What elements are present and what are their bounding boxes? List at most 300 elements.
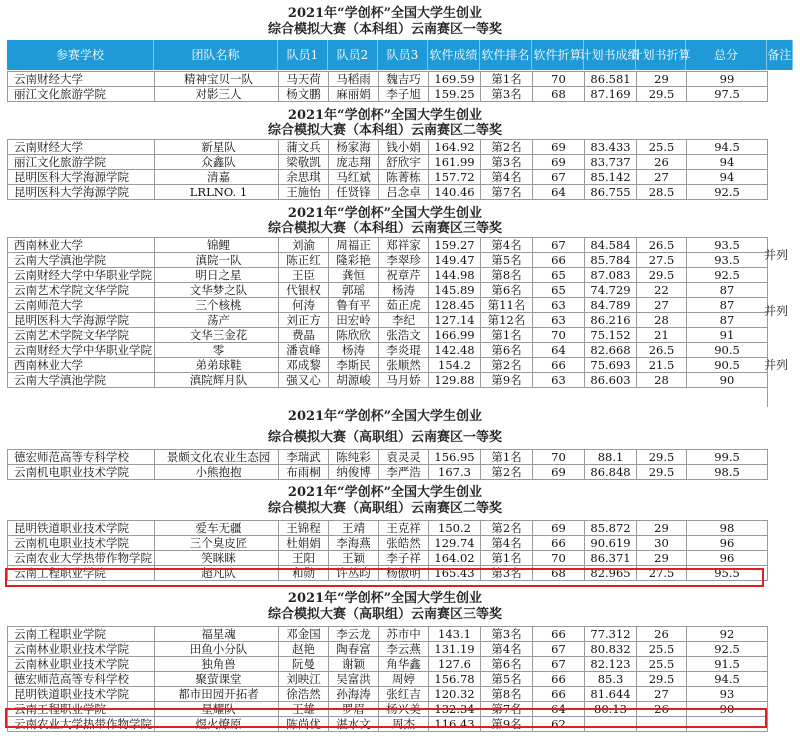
cell-software-score: 156.95	[429, 450, 481, 465]
cell-member3: 李严浩	[379, 465, 429, 480]
group-title-1-line2: 综合模拟大赛（本科组）云南赛区一等奖	[267, 22, 502, 37]
cell-plan-converted: 26	[637, 702, 687, 717]
cell-member2: 麻丽娟	[329, 87, 379, 102]
cell-member3: 杨傲明	[379, 566, 429, 581]
cell-software-rank: 第1名	[481, 450, 533, 465]
cell-member2: 李海燕	[329, 536, 379, 551]
cell-member3: 陈菁栋	[379, 170, 429, 185]
cell-software-converted: 68	[533, 566, 585, 581]
cell-plan-score: 88.1	[585, 450, 637, 465]
cell-software-rank: 第6名	[481, 343, 533, 358]
cell-plan-converted: 27.5	[637, 566, 687, 581]
table-row	[8, 642, 768, 657]
cell-software-converted: 69	[533, 521, 585, 536]
cell-software-converted: 65	[533, 268, 585, 283]
cell-plan-score: 74.729	[585, 283, 637, 298]
cell-software-rank: 第2名	[481, 140, 533, 155]
cell-plan-converted: 27	[637, 170, 687, 185]
cell-member3: 郑祥家	[379, 238, 429, 253]
cell-software-score: 157.72	[429, 170, 481, 185]
cell-plan-converted: 25.5	[637, 140, 687, 155]
cell-school: 昆明医科大学海源学院	[8, 185, 155, 200]
cell-software-rank: 第8名	[481, 687, 533, 702]
cell-school: 西南林业大学	[8, 358, 155, 373]
cell-software-converted: 69	[533, 140, 585, 155]
cell-plan-score: 86.848	[585, 465, 637, 480]
cell-member2: 陶春富	[329, 642, 379, 657]
cell-member1: 刘正方	[279, 313, 329, 328]
cell-software-rank: 第2名	[481, 358, 533, 373]
cell-member1: 邓成黎	[279, 358, 329, 373]
cell-software-converted: 66	[533, 358, 585, 373]
cell-software-rank: 第4名	[481, 170, 533, 185]
table-row	[8, 465, 768, 480]
cell-software-converted: 63	[533, 313, 585, 328]
cell-member2: 郭瑶	[329, 283, 379, 298]
group-table-4	[7, 449, 768, 480]
table-row	[8, 657, 768, 672]
cell-plan-score: 75.152	[585, 328, 637, 343]
cell-total: 93.5	[687, 238, 768, 253]
cell-software-converted: 66	[533, 627, 585, 642]
cell-total: 94.5	[687, 140, 768, 155]
cell-member3: 张皓然	[379, 536, 429, 551]
cell-team: LRLNO. 1	[155, 185, 279, 200]
cell-member2: 马稻雨	[329, 72, 379, 87]
cell-software-converted: 67	[533, 238, 585, 253]
cell-software-converted: 70	[533, 72, 585, 87]
cell-total: 99.5	[687, 450, 768, 465]
cell-school: 云南工程职业学院	[8, 566, 155, 581]
cell-software-score: 143.1	[429, 627, 481, 642]
cell-school: 云南机电职业技术学院	[8, 465, 155, 480]
cell-member2: 田宏岭	[329, 313, 379, 328]
cell-software-score: 127.6	[429, 657, 481, 672]
cell-member2: 陈欣欣	[329, 328, 379, 343]
cell-software-rank: 第2名	[481, 521, 533, 536]
cell-team: 清嘉	[155, 170, 279, 185]
cell-team: 荡产	[155, 313, 279, 328]
cell-total: 92.5	[687, 185, 768, 200]
cell-member2: 许丛昀	[329, 566, 379, 581]
cell-school: 云南林业职业技术学院	[8, 657, 155, 672]
cell-member1: 徐浩然	[279, 687, 329, 702]
cell-total: 95.5	[687, 566, 768, 581]
cell-plan-converted: 28.5	[637, 185, 687, 200]
cell-plan-score: 82.965	[585, 566, 637, 581]
cell-total: 91.5	[687, 657, 768, 672]
cell-plan-converted: 21.5	[637, 358, 687, 373]
cell-member3: 马月娇	[379, 373, 429, 388]
cell-plan-score: 82.123	[585, 657, 637, 672]
cell-member3: 苏市中	[379, 627, 429, 642]
cell-member1: 王阳	[279, 551, 329, 566]
cell-software-converted: 66	[533, 253, 585, 268]
col-remarks: 备注	[767, 40, 793, 70]
cell-total: 87	[687, 313, 768, 328]
cell-member3: 舒欣宇	[379, 155, 429, 170]
cell-plan-converted: 26.5	[637, 238, 687, 253]
cell-member1: 赵艳	[279, 642, 329, 657]
cell-member2: 谢颖	[329, 657, 379, 672]
cell-school: 云南艺术学院文华学院	[8, 283, 155, 298]
cell-software-converted: 67	[533, 657, 585, 672]
cell-software-rank: 第1名	[481, 551, 533, 566]
cell-software-converted: 65	[533, 283, 585, 298]
cell-software-score: 159.25	[429, 87, 481, 102]
col-software-score: 软件成绩	[428, 40, 480, 70]
table-row	[8, 298, 768, 313]
cell-member2: 湛水文	[329, 717, 379, 732]
col-member2: 队员2	[328, 40, 378, 70]
group-title-2-line1: 2021年“学创杯”全国大学生创业	[287, 108, 483, 123]
cell-team: 超凡队	[155, 566, 279, 581]
group-title-3-line2: 综合模拟大赛（本科组）云南赛区三等奖	[267, 221, 502, 236]
cell-member3: 周婷	[379, 672, 429, 687]
cell-software-rank: 第2名	[481, 465, 533, 480]
cell-member3: 张顺然	[379, 358, 429, 373]
cell-total: 87	[687, 283, 768, 298]
cell-member3: 李子祥	[379, 551, 429, 566]
col-team: 团队名称	[154, 40, 278, 70]
cell-member1: 李瑞武	[279, 450, 329, 465]
cell-total: 99	[687, 72, 768, 87]
cell-team: 田鱼小分队	[155, 642, 279, 657]
cell-software-score: 166.99	[429, 328, 481, 343]
cell-software-score: 120.32	[429, 687, 481, 702]
cell-team: 滇院一队	[155, 253, 279, 268]
cell-team: 三个臭皮匠	[155, 536, 279, 551]
cell-software-converted: 62	[533, 717, 585, 732]
cell-total: 92.5	[687, 268, 768, 283]
cell-plan-converted: 29.5	[637, 672, 687, 687]
cell-team: 小熊抱抱	[155, 465, 279, 480]
cell-member1: 和勋	[279, 566, 329, 581]
cell-software-rank: 第11名	[481, 298, 533, 313]
group-title-6-line2: 综合模拟大赛（高职组）云南赛区三等奖	[267, 607, 502, 622]
cell-member3: 祝章芹	[379, 268, 429, 283]
cell-software-rank: 第3名	[481, 87, 533, 102]
cell-total: 91	[687, 328, 768, 343]
cell-team: 三个核桃	[155, 298, 279, 313]
cell-plan-converted: 29.5	[637, 465, 687, 480]
cell-member1: 余思琪	[279, 170, 329, 185]
col-total: 总分	[686, 40, 767, 70]
cell-member1: 马天荷	[279, 72, 329, 87]
cell-member3: 李翠珍	[379, 253, 429, 268]
table-row	[8, 283, 768, 298]
cell-member3: 张红吉	[379, 687, 429, 702]
table-row	[8, 536, 768, 551]
table-row	[8, 72, 768, 87]
cell-member2: 李斯民	[329, 358, 379, 373]
cell-plan-score: 86.216	[585, 313, 637, 328]
cell-total: 98	[687, 521, 768, 536]
cell-total: 90	[687, 373, 768, 388]
cell-plan-converted: 30	[637, 536, 687, 551]
table-row	[8, 170, 768, 185]
cell-plan-score: 87.083	[585, 268, 637, 283]
col-software-rank: 软件排名	[480, 40, 532, 70]
cell-plan-converted: 26.5	[637, 343, 687, 358]
table-row	[8, 155, 768, 170]
cell-software-rank: 第12名	[481, 313, 533, 328]
col-school: 参赛学校	[7, 40, 154, 70]
cell-team: 明日之星	[155, 268, 279, 283]
cell-school: 云南财经大学中华职业学院	[8, 343, 155, 358]
cell-total: 97.5	[687, 87, 768, 102]
cell-team: 零	[155, 343, 279, 358]
cell-plan-score: 86.371	[585, 551, 637, 566]
cell-software-score: 154.2	[429, 358, 481, 373]
cell-plan-score: 85.3	[585, 672, 637, 687]
cell-software-rank: 第1名	[481, 72, 533, 87]
table-row	[8, 687, 768, 702]
cell-plan-score: 83.737	[585, 155, 637, 170]
cell-plan-converted: 28	[637, 373, 687, 388]
cell-plan-score: 80.13	[585, 702, 637, 717]
cell-member1: 杜娟娟	[279, 536, 329, 551]
cell-software-rank: 第4名	[481, 642, 533, 657]
cell-software-converted: 66	[533, 687, 585, 702]
highlight-box-2	[5, 708, 767, 728]
cell-software-score: 129.88	[429, 373, 481, 388]
cell-software-score: 150.2	[429, 521, 481, 536]
cell-member2: 吴富洪	[329, 672, 379, 687]
cell-school: 云南大学滇池学院	[8, 253, 155, 268]
table-row	[8, 87, 768, 102]
cell-member2: 任贤锋	[329, 185, 379, 200]
cell-member3: 杨涛	[379, 283, 429, 298]
cell-team: 滇院辉月队	[155, 373, 279, 388]
cell-school: 云南机电职业技术学院	[8, 536, 155, 551]
cell-plan-score: 84.789	[585, 298, 637, 313]
cell-member1: 梁敬凯	[279, 155, 329, 170]
cell-member1: 代银权	[279, 283, 329, 298]
cell-software-rank: 第3名	[481, 566, 533, 581]
cell-software-converted: 68	[533, 87, 585, 102]
cell-software-score: 142.48	[429, 343, 481, 358]
cell-school: 云南财经大学中华职业学院	[8, 268, 155, 283]
cell-school: 云南农业大学热带作物学院	[8, 551, 155, 566]
cell-software-score: 128.45	[429, 298, 481, 313]
cell-total: 92.5	[687, 642, 768, 657]
cell-team: 精神宝贝一队	[155, 72, 279, 87]
table-row	[8, 450, 768, 465]
table-row	[8, 521, 768, 536]
group-title-5-line1: 2021年“学创杯”全国大学生创业	[287, 485, 483, 500]
cell-school: 云南农业大学热带作物学院	[8, 717, 155, 732]
cell-member1: 王臣	[279, 268, 329, 283]
cell-member3: 角华鑫	[379, 657, 429, 672]
cell-plan-converted: 26	[637, 627, 687, 642]
cell-member1: 刘渝	[279, 238, 329, 253]
cell-plan-score: 87.169	[585, 87, 637, 102]
cell-member2: 王靖	[329, 521, 379, 536]
cell-software-rank: 第5名	[481, 672, 533, 687]
cell-team: 爱车无疆	[155, 521, 279, 536]
cell-member2: 庞志翔	[329, 155, 379, 170]
cell-member3: 钱小娟	[379, 140, 429, 155]
cell-member2: 孙海涛	[329, 687, 379, 702]
cell-plan-score: 86.603	[585, 373, 637, 388]
tie-label-3: 并列	[764, 358, 789, 372]
cell-member1: 何涛	[279, 298, 329, 313]
cell-software-converted: 67	[533, 642, 585, 657]
cell-plan-score: 81.644	[585, 687, 637, 702]
cell-plan-converted: 29	[637, 521, 687, 536]
cell-total: 93.5	[687, 253, 768, 268]
cell-software-rank: 第7名	[481, 702, 533, 717]
cell-total: 92	[687, 627, 768, 642]
cell-software-rank: 第5名	[481, 253, 533, 268]
cell-team: 对影三人	[155, 87, 279, 102]
cell-software-score: 167.3	[429, 465, 481, 480]
table-row	[8, 627, 768, 642]
cell-software-rank: 第1名	[481, 328, 533, 343]
cell-software-converted: 70	[533, 328, 585, 343]
cell-team: 文华梦之队	[155, 283, 279, 298]
cell-member3: 杨兴美	[379, 702, 429, 717]
cell-plan-converted: 27	[637, 687, 687, 702]
cell-plan-score: 85.784	[585, 253, 637, 268]
cell-member1: 陈尚优	[279, 717, 329, 732]
cell-team: 新星队	[155, 140, 279, 155]
table-row	[8, 328, 768, 343]
table-row	[8, 313, 768, 328]
cell-plan-score: 77.312	[585, 627, 637, 642]
cell-software-score: 159.27	[429, 238, 481, 253]
cell-member2: 罗眉	[329, 702, 379, 717]
cell-total: 87	[687, 298, 768, 313]
cell-software-rank: 第4名	[481, 238, 533, 253]
cell-software-converted: 64	[533, 185, 585, 200]
cell-total: 94	[687, 170, 768, 185]
cell-plan-converted: 25.5	[637, 657, 687, 672]
cell-team: 福星魂	[155, 627, 279, 642]
cell-school: 云南林业职业技术学院	[8, 642, 155, 657]
cell-member3: 李子旭	[379, 87, 429, 102]
cell-school: 云南艺术学院文华学院	[8, 328, 155, 343]
cell-total: 90.5	[687, 343, 768, 358]
cell-software-converted: 64	[533, 343, 585, 358]
cell-member1: 蒲文兵	[279, 140, 329, 155]
group-title-1-line1: 2021年“学创杯”全国大学生创业	[287, 6, 483, 21]
cell-plan-converted: 26	[637, 155, 687, 170]
cell-member3: 魏吉巧	[379, 72, 429, 87]
cell-plan-converted: 28	[637, 313, 687, 328]
cell-plan-converted: 29.5	[637, 87, 687, 102]
table-row	[8, 140, 768, 155]
cell-team: 煜火燎原	[155, 717, 279, 732]
cell-member1: 王施怡	[279, 185, 329, 200]
cell-software-converted: 63	[533, 373, 585, 388]
cell-total: 96	[687, 551, 768, 566]
group-title-4-line2: 综合模拟大赛（高职组）云南赛区一等奖	[267, 430, 502, 445]
cell-member1: 布雨桐	[279, 465, 329, 480]
cell-software-converted: 69	[533, 465, 585, 480]
cell-software-converted: 63	[533, 298, 585, 313]
cell-team: 文华三金花	[155, 328, 279, 343]
cell-plan-converted: 22	[637, 283, 687, 298]
cell-member2: 隆彩艳	[329, 253, 379, 268]
cell-total: 96	[687, 536, 768, 551]
cell-software-score: 149.47	[429, 253, 481, 268]
group-title-2-line2: 综合模拟大赛（本科组）云南赛区二等奖	[267, 123, 502, 138]
table-row	[8, 268, 768, 283]
col-plan-converted: 计划书折算	[636, 40, 686, 70]
cell-member2: 陈纯彩	[329, 450, 379, 465]
cell-plan-converted: 29	[637, 551, 687, 566]
col-plan-score: 计划书成绩	[584, 40, 636, 70]
cell-software-score: 169.59	[429, 72, 481, 87]
cell-software-rank: 第3名	[481, 627, 533, 642]
table-row	[8, 253, 768, 268]
cell-school: 德宏师范高等专科学校	[8, 450, 155, 465]
table-row	[8, 373, 768, 388]
cell-software-score: 132.34	[429, 702, 481, 717]
cell-team: 笑眯眯	[155, 551, 279, 566]
cell-software-score: 165.43	[429, 566, 481, 581]
cell-software-converted: 66	[533, 672, 585, 687]
group-table-2	[7, 139, 768, 200]
cell-software-score: 156.78	[429, 672, 481, 687]
cell-team: 星耀队	[155, 702, 279, 717]
cell-total: 90.5	[687, 358, 768, 373]
cell-software-rank: 第9名	[481, 717, 533, 732]
cell-member3: 吕念卓	[379, 185, 429, 200]
group-table-1	[7, 71, 768, 102]
cell-member1: 刘映江	[279, 672, 329, 687]
cell-plan-converted: 25.5	[637, 642, 687, 657]
cell-total: 94	[687, 155, 768, 170]
cell-plan-converted: 29.5	[637, 268, 687, 283]
cell-total: 93	[687, 687, 768, 702]
highlight-box-1	[5, 568, 764, 587]
cell-software-score: 164.02	[429, 551, 481, 566]
cell-school: 德宏师范高等专科学校	[8, 672, 155, 687]
cell-plan-score: 90.619	[585, 536, 637, 551]
cell-school: 云南工程职业学院	[8, 627, 155, 642]
cell-software-converted: 70	[533, 450, 585, 465]
cell-total: 94.5	[687, 672, 768, 687]
cell-member2: 纳俊博	[329, 465, 379, 480]
cell-total: 98.5	[687, 465, 768, 480]
cell-school: 云南师范大学	[8, 298, 155, 313]
cell-plan-score: 86.755	[585, 185, 637, 200]
cell-plan-converted: 29	[637, 72, 687, 87]
cell-member1: 潘袁峰	[279, 343, 329, 358]
cell-team: 都市田园开拓者	[155, 687, 279, 702]
cell-member2: 周福正	[329, 238, 379, 253]
cell-school: 昆明铁道职业技术学院	[8, 687, 155, 702]
cell-software-converted: 69	[533, 155, 585, 170]
cell-member3: 王克祥	[379, 521, 429, 536]
cell-team: 景颇文化农业生态园	[155, 450, 279, 465]
cell-software-rank: 第4名	[481, 536, 533, 551]
cell-software-score: 131.19	[429, 642, 481, 657]
table-row	[8, 672, 768, 687]
cell-plan-score: 75.693	[585, 358, 637, 373]
cell-software-rank: 第7名	[481, 185, 533, 200]
cell-member2: 胡源峻	[329, 373, 379, 388]
group-title-5-line2: 综合模拟大赛（高职组）云南赛区二等奖	[267, 501, 502, 516]
cell-school: 丽江文化旅游学院	[8, 87, 155, 102]
cell-member1: 费晶	[279, 328, 329, 343]
cell-school: 西南林业大学	[8, 238, 155, 253]
cell-member1: 杨文鹏	[279, 87, 329, 102]
cell-software-score: 145.89	[429, 283, 481, 298]
